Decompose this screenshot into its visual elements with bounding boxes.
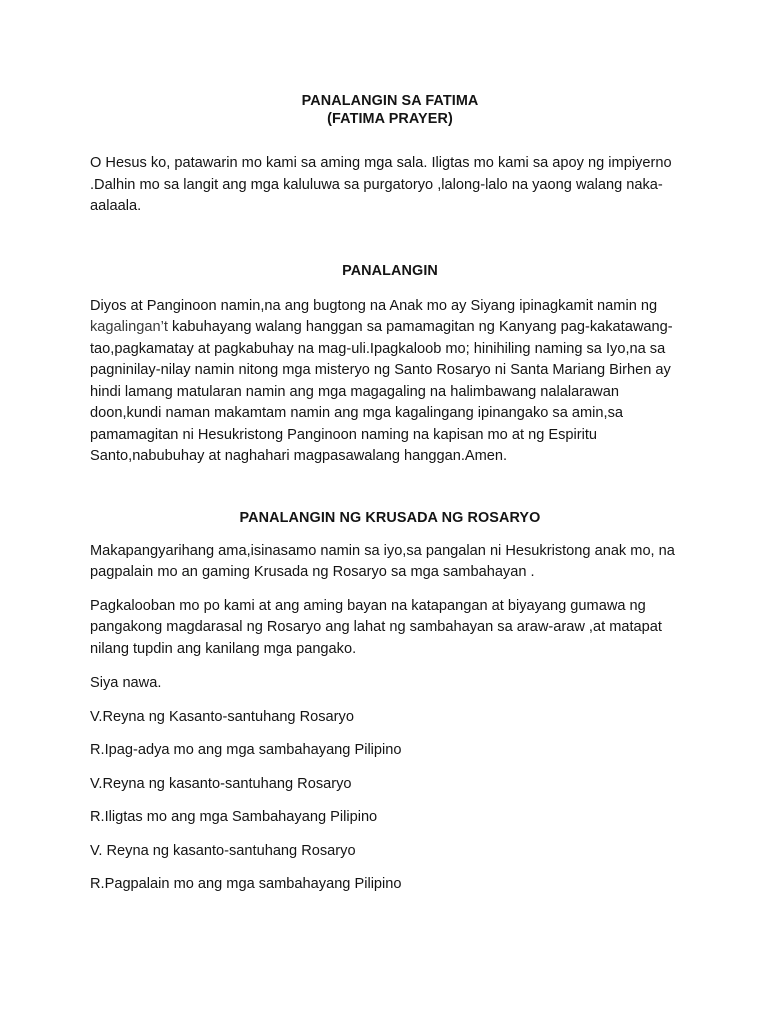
fatima-prayer-body: O Hesus ko, patawarin mo kami sa aming mga sala. Iligtas mo kami sa apoy ng impiyerno .Dalhin mo sa langit ang mga kaluluwa sa purgatoryo ,lalong-lalo na yaong walang naka-aalaala. — [90, 155, 672, 214]
closing-line: Siya nawa. — [90, 675, 162, 691]
panalangin-body-highlight: kagalingan’t — [90, 319, 168, 335]
krusada-title: PANALANGIN NG KRUSADA NG ROSARYO — [239, 509, 541, 526]
panalangin-body-part2: kabuhayang walang hanggan sa pamamagitan ng Kanyang pag-kakatawang-tao,pagkamatay at pagkabuhay na mag-uli.Ipagkaloob mo; hinihiling naming sa Iyo,na sa pagninilay-nilay namin nitong mga misteryo ng Santo Rosaryo ni Santa Mariang Birhen ay hindi lamang matularan namin ang mga magagaling na halimbawang nalalarawan doon,kundi naman makamtam namin ang mga kagalingang ipinangako sa amin,sa pamamagitan ni Hesukristong Panginoon naming na kapisan mo at ng Espiritu Santo,nabubuhay at naghahari magpasawalang hanggan.Amen. — [90, 319, 673, 464]
versicle-line: V.Reyna ng kasanto-santuhang Rosaryo — [90, 775, 352, 792]
versicle-line: V. Reyna ng kasanto-santuhang Rosaryo — [90, 842, 356, 859]
panalangin-body — [90, 296, 690, 468]
fatima-prayer-subtitle: (FATIMA PRAYER) — [327, 111, 453, 127]
response-line: R.Pagpalain mo ang mga sambahayang Pilipino — [90, 876, 402, 892]
panalangin-body-part1: Diyos at Panginoon namin,na ang bugtong na Anak mo ay Siyang ipinagkamit namin ng — [90, 297, 658, 314]
panalangin-title: PANALANGIN — [342, 262, 438, 279]
response-line: R.Iligtas mo ang mga Sambahayang Pilipino — [90, 809, 378, 825]
document-content — [90, 92, 690, 896]
krusada-paragraph-1: Makapangyarihang ama,isinasamo namin sa iyo,sa pangalan ni Hesukristong anak mo, na pagpalain mo an gaming Krusada ng Rosaryo sa mga sambahayan . — [90, 542, 675, 580]
versicle-line: V.Reyna ng Kasanto-santuhang Rosaryo — [90, 708, 354, 725]
fatima-prayer-title: PANALANGIN SA FATIMA — [301, 93, 479, 109]
krusada-paragraph-2: Pagkalooban mo po kami at ang aming bayan na katapangan at biyayang gumawa ng pangakong magdarasal ng Rosaryo ang lahat ng sambahayan sa araw-araw ,at matapat nilang tupdin ang kanilang mga pangako. — [90, 597, 662, 657]
response-line: R.Ipag-adya mo ang mga sambahayang Pilipino — [90, 742, 402, 758]
